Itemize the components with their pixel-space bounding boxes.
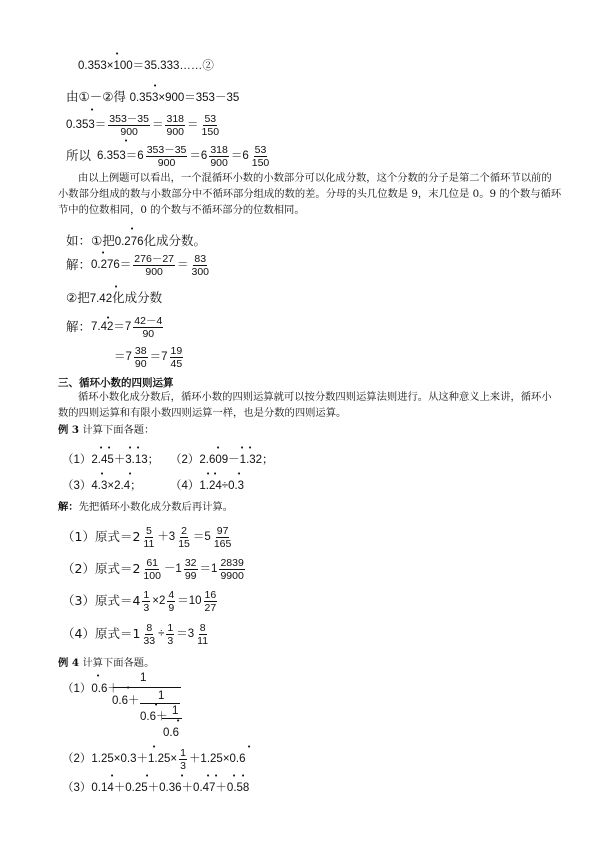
paragraph-line: 数的四则运算和有限小数四则运算一样，也是分数的四则运算。 — [58, 407, 347, 419]
repeat-dot: • — [130, 225, 135, 233]
repeat-dot: • — [152, 743, 157, 751]
repeat-dot: • — [107, 444, 112, 452]
example-convert-2: ②把7.42化成分数 — [66, 290, 163, 305]
example-prompt: 计算下面各题： — [82, 424, 155, 436]
solution-3-line-4: （4）原式＝1 $\frac{8}{33}$ ÷ $\frac{1}{3}$ ＝3 8 11 — [62, 621, 209, 647]
repeat-dot: • — [110, 772, 115, 780]
repeat-dot: • — [128, 470, 133, 478]
fraction: 53 150 — [251, 143, 270, 169]
solution-3-heading: 解：先把循环小数化成分数后再计算。 — [58, 501, 234, 513]
repeat-dot: • — [206, 772, 211, 780]
example-label: 例 4 — [58, 657, 80, 669]
repeat-dot: • — [101, 249, 106, 257]
repeat-dot: • — [180, 772, 185, 780]
fraction: 42－4 90 — [134, 314, 163, 340]
solution-2: 解： 7.42＝7 42－4 90 — [66, 314, 163, 340]
solution-1: 解： 0.276＝ 276－27 900 ＝ 83 300 — [66, 252, 210, 278]
example-label: 例 3 — [58, 424, 80, 436]
paragraph-line: 由以上例题可以看出，一个混循环小数的小数部分可以化成分数，这个分数的分子是第二个循环节以前的 — [78, 172, 552, 184]
document-page: 0.353×100＝35.333……② • 由①－②得 0.353×900＝353－35 • 0.353＝ 353－35 900 ＝ 318 900 ＝ 53 150 • 所以 6.353＝6 353－35 900 ＝ 6 318 900 ＝ 6 53 150 • 由以上例题可以看出，一个混循环小数的小数部分可以化成分数，这个分数的分子是第二个循环节以前的 小数部分组成的数与小数部分中不循环部分组成的数的差。分母的头几位数是 9，末几位是 0。9 的个数与循环 节中的位数相同，0 的个数与不循环部分的位数相同。 如：①把0.276化成分数。 • 解： 0.276＝ 276－27 900 ＝ 83 300 • ②把7.42化成分数 • 解： 7.42＝7 42－4 90 • ＝7 38 90 ＝7 19 45 三、循环小数的四则运算 循环小数化成分数后，循环小数的四则运算就可以按分数四则运算法则进行。从这种意义上来讲，循环小 数的四则运算和有限小数四则运算一样，也是分数的四则运算。 例 3 计算下面各题： （1）2.45＋3.13； （2）2.609－1.32； （3）4.3×2.4； （4）1.24÷0.3 • • • • • • • • • • • • 解：先把循环小数化成分数后再计算。 （1）原式＝2 5 11 ＋3 2 15 ＝5 97 165 （2）原式＝2 61 100 －1 32 99 ＝1 2839 9900 （3）原式＝4 $\frac{1}{3}$ ×2 4 9 ＝10 16 27 （4）原式＝1 $\frac{8}{33}$ ÷ $\frac{1}{3}$ ＝3 8 11 例 4 计算下面各题。 （1）0.6＋ 1 0.6＋ 1 0.6＋ 1 0.6 • • • • （2）1.25×0.3＋1.25× $\frac{1}{3}$ ＋1.25×0.6 • • （3）0.14＋0.25＋0.36＋0.47＋0.58 • • • • • • • — [58, 50, 562, 794]
example-prompt: 计算下面各题。 — [82, 657, 155, 669]
fraction: 19 45 — [170, 344, 183, 370]
repeat-dot: • — [145, 772, 150, 780]
fraction-bar — [113, 687, 181, 688]
repeat-dot: • — [115, 50, 120, 58]
example-3-problem-4: （4）1.24÷0.3 — [170, 479, 245, 492]
solution-2-continued: ＝7 38 90 ＝7 19 45 — [114, 344, 183, 370]
solution-3-line-2: （2）原式＝2 61 100 －1 32 99 ＝1 2839 9900 — [62, 556, 244, 582]
repeat-dot: • — [153, 82, 158, 90]
equation-lhs: 0.353＝ — [66, 119, 107, 131]
example-convert-1: 如：①把0.276化成分数。 — [66, 233, 207, 248]
example-3-heading — [58, 423, 154, 437]
repeat-dot: • — [248, 444, 253, 452]
example-4-problem-2: （2）1.25×0.3＋1.25× $\frac{1}{3}$ ＋1.25×0.6 — [62, 746, 246, 772]
fraction: 318 900 — [166, 112, 185, 138]
example-3-problem-3: （3）4.3×2.4； — [62, 479, 142, 492]
repeat-dot: • — [237, 470, 242, 478]
solution-3-line-1: （1）原式＝2 5 11 ＋3 2 15 ＝5 97 165 — [62, 524, 232, 550]
equation-text: 0.353×900＝353－35 — [129, 91, 240, 104]
repeat-dot: • — [128, 444, 133, 452]
repeat-dot: • — [154, 701, 159, 709]
equation-lhs: 6.353＝6 — [97, 150, 144, 162]
repeat-dot: • — [99, 444, 104, 452]
fraction: 353－35 900 — [109, 112, 149, 138]
repeat-dot: • — [124, 137, 129, 145]
fraction: 276－27 900 — [134, 252, 174, 278]
fraction: 53 150 — [201, 112, 220, 138]
equation-subtract — [66, 90, 239, 105]
fraction: 353－35 900 — [146, 143, 187, 169]
repeat-dot: • — [241, 772, 246, 780]
repeat-dot: • — [213, 470, 218, 478]
paragraph-line: 节中的位数相同，0 的个数与不循环部分的位数相同。 — [58, 204, 305, 216]
example-4-heading — [58, 656, 154, 670]
repeat-dot: • — [240, 444, 245, 452]
repeat-dot: • — [206, 470, 211, 478]
fraction: 38 90 — [134, 344, 147, 370]
repeating-decimal: 7.42 — [89, 292, 113, 305]
fraction: 83 300 — [191, 252, 210, 278]
repeat-dot: • — [176, 717, 181, 725]
equation-text: 0.353×100＝35.333……② — [78, 59, 214, 72]
repeat-dot: • — [126, 684, 131, 692]
repeat-dot: • — [100, 470, 105, 478]
repeat-dot: • — [216, 444, 221, 452]
repeating-decimal: 0.276 — [114, 235, 144, 248]
equation-fraction-line: 所以 6.353＝6 353－35 900 ＝ 6 318 900 ＝ 6 53 150 — [66, 143, 270, 169]
equation-prefix: 所以 — [66, 148, 92, 163]
repeat-dot: • — [136, 444, 141, 452]
repeat-dot: • — [90, 106, 95, 114]
fraction: 318 900 — [210, 143, 228, 169]
equation-prefix: 由①－②得 — [66, 89, 126, 104]
repeat-dot: • — [96, 672, 101, 680]
solution-3-line-3: （3）原式＝4 $\frac{1}{3}$ ×2 4 9 ＝10 16 27 — [62, 588, 217, 614]
example-3-problem-1: （1）2.45＋3.13； — [62, 453, 160, 466]
equation-fraction-line: 0.353＝ 353－35 900 ＝ 318 900 ＝ 53 150 — [66, 112, 220, 138]
repeat-dot: • — [106, 314, 111, 322]
section-title: 三、循环小数的四则运算 — [58, 377, 174, 389]
paragraph-line: 小数部分组成的数与小数部分中不循环部分组成的数的差。分母的头几位数是 9，末几位是 0。9 的个数与循环 — [58, 188, 562, 200]
example-4-problem-3: （3）0.14＋0.25＋0.36＋0.47＋0.58 — [62, 781, 250, 794]
repeat-dot: • — [232, 772, 237, 780]
paragraph-line: 循环小数化成分数后，循环小数的四则运算就可以按分数四则运算法则进行。从这种意义上来讲，循环小 — [78, 391, 552, 403]
repeat-dot: • — [114, 283, 119, 291]
repeat-dot: • — [214, 772, 219, 780]
equation-line-2 — [78, 58, 214, 73]
example-3-problem-2: （2）2.609－1.32； — [170, 453, 274, 466]
repeat-dot: • — [247, 743, 252, 751]
